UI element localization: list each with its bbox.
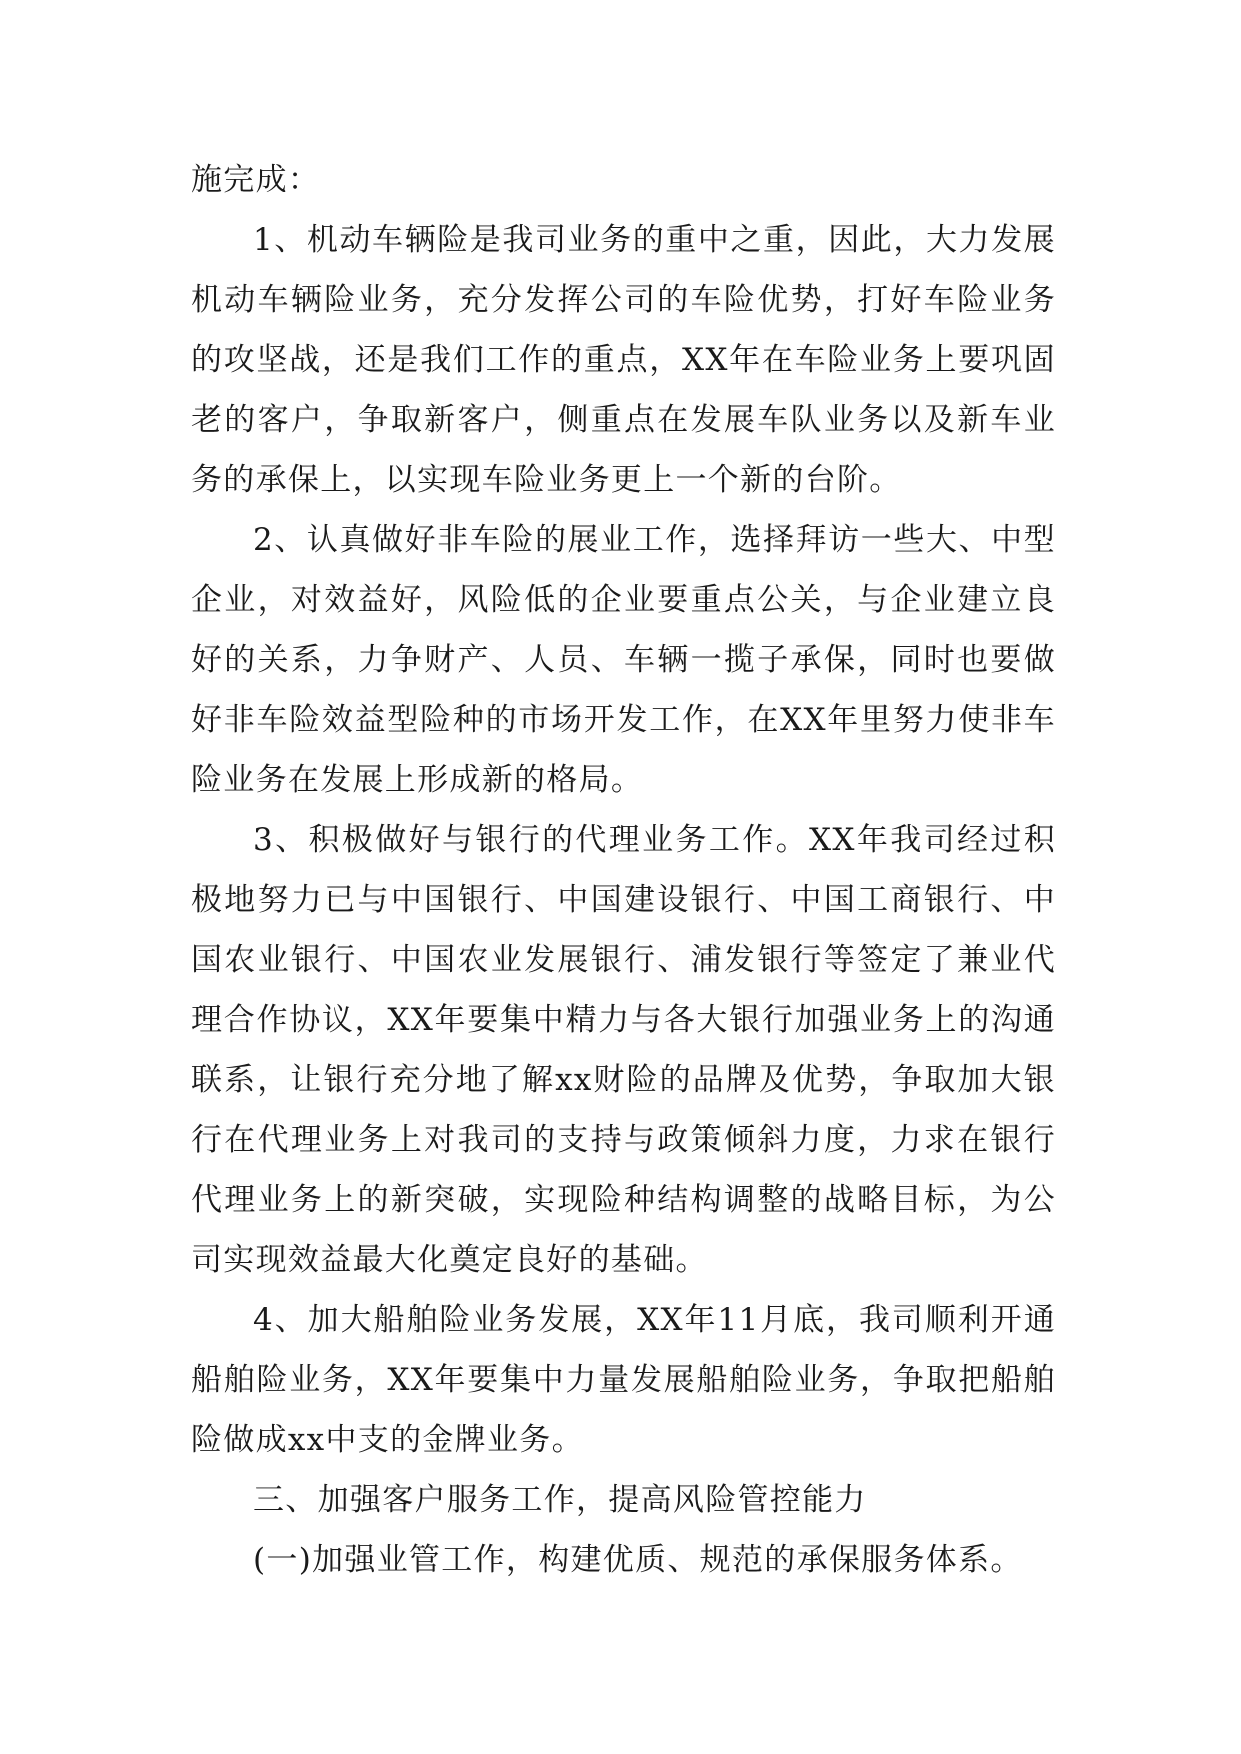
subsection-heading: (一)加强业管工作，构建优质、规范的承保服务体系。	[253, 1542, 1023, 1578]
document-body	[191, 150, 1056, 1590]
paragraph-item-4: 4、加大船舶险业务发展，XX年11月底，我司顺利开通船舶险业务，XX年要集中力量发展船舶险业务，争取把船舶险做成xx中支的金牌业务。	[191, 1302, 1056, 1458]
section-heading: 三、加强客户服务工作，提高风险管控能力	[253, 1482, 867, 1518]
paragraph-item-1: 1、机动车辆险是我司业务的重中之重，因此，大力发展机动车辆险业务，充分发挥公司的车险优势，打好车险业务的攻坚战，还是我们工作的重点，XX年在车险业务上要巩固老的客户，争取新客户，侧重点在发展车队业务以及新车业务的承保上，以实现车险业务更上一个新的台阶。	[191, 222, 1056, 498]
paragraph-item-2: 2、认真做好非车险的展业工作，选择拜访一些大、中型企业，对效益好，风险低的企业要重点公关，与企业建立良好的关系，力争财产、人员、车辆一揽子承保，同时也要做好非车险效益型险种的市场开发工作，在XX年里努力使非车险业务在发展上形成新的格局。	[191, 522, 1056, 798]
paragraph-intro: 施完成：	[191, 162, 321, 198]
paragraph-item-3: 3、积极做好与银行的代理业务工作。XX年我司经过积极地努力已与中国银行、中国建设银行、中国工商银行、中国农业银行、中国农业发展银行、浦发银行等签定了兼业代理合作协议，XX年要集中精力与各大银行加强业务上的沟通联系，让银行充分地了解xx财险的品牌及优势，争取加大银行在代理业务上对我司的支持与政策倾斜力度，力求在银行代理业务上的新突破，实现险种结构调整的战略目标，为公司实现效益最大化奠定良好的基础。	[191, 822, 1056, 1278]
